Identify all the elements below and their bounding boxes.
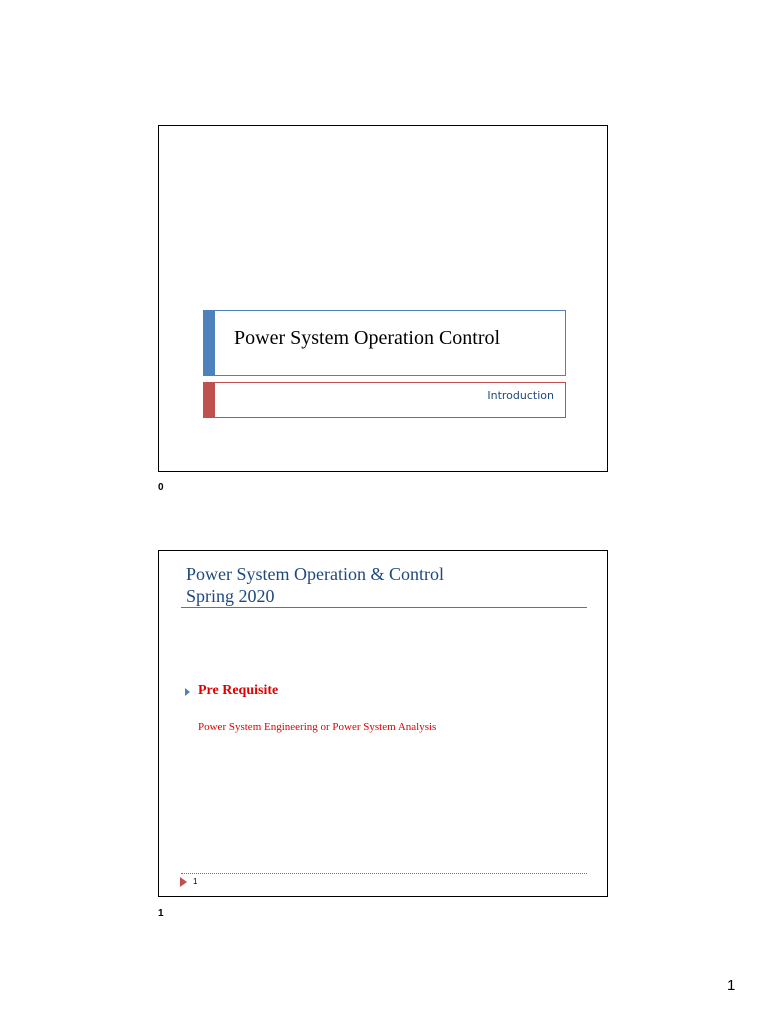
- title-divider: [181, 607, 587, 608]
- triangle-marker-icon: [180, 877, 187, 887]
- slide-subtitle: Introduction: [487, 389, 554, 402]
- title-box: [203, 310, 566, 376]
- slide-caption-0: 0: [158, 482, 164, 493]
- slide-title-line-1: Power System Operation & Control: [186, 564, 444, 584]
- bullet-text: Pre Requisite: [198, 683, 279, 698]
- subtitle-box: [203, 382, 566, 418]
- slide-1: [158, 550, 608, 897]
- page-number: 1: [727, 977, 736, 994]
- bullet-subtext: Power System Engineering or Power System Analysis: [198, 721, 437, 733]
- slide-title: [186, 563, 444, 607]
- slide-footer-number: 1: [193, 877, 198, 886]
- slide-caption-1: 1: [158, 908, 164, 919]
- triangle-bullet-icon: [185, 688, 190, 696]
- subtitle-accent-bar: [204, 383, 215, 417]
- slide-title-line-2: Spring 2020: [186, 586, 275, 606]
- slide-0: [158, 125, 608, 472]
- slide-title: Power System Operation Control: [234, 327, 501, 349]
- title-accent-bar: [204, 311, 215, 375]
- footer-divider: [181, 873, 587, 874]
